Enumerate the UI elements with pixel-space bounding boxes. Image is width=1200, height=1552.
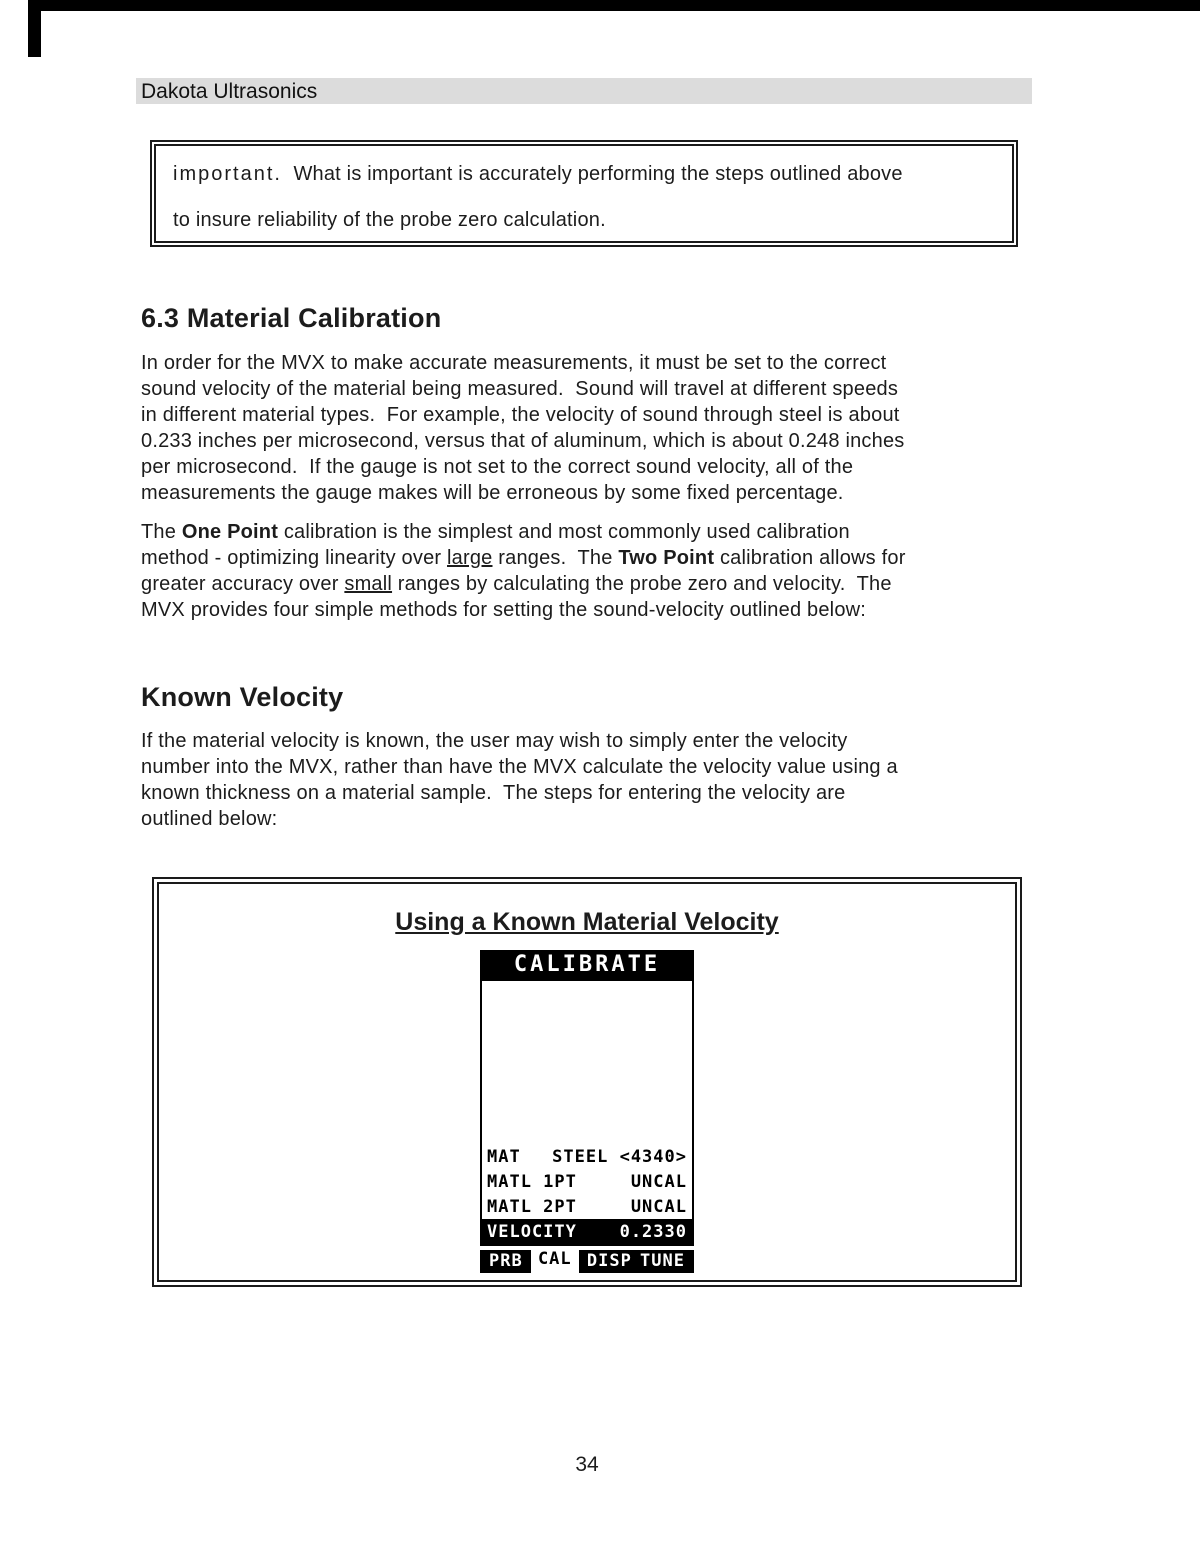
lcd-row-mat (482, 1144, 692, 1169)
lcd-row-label: MAT (487, 1146, 521, 1167)
text-run: calibration allows for (714, 547, 906, 569)
paragraph-material-calibration-2 (141, 519, 906, 623)
text-run: ranges. The (492, 547, 619, 569)
paragraph-known-velocity (141, 728, 898, 832)
section-heading-known-velocity: Known Velocity (141, 682, 344, 712)
underlined-large: large (447, 547, 493, 569)
text-run: method - optimizing linearity over (141, 547, 448, 569)
text-run: calibration is the simplest and most commonly used calibration (278, 521, 850, 543)
body-line: per microsecond. If the gauge is not set to the correct sound velocity, all of the (141, 456, 854, 478)
page-number: 34 (575, 1453, 599, 1476)
text-run: ranges by calculating the probe zero and velocity. The (392, 573, 892, 595)
lcd-tab-prb: PRB (489, 1251, 523, 1271)
note-lead-word: important. (173, 163, 282, 185)
body-line: number into the MVX, rather than have the MVX calculate the velocity value using a (141, 756, 898, 778)
lcd-screen-body (480, 979, 694, 1246)
body-line: known thickness on a material sample. The steps for entering the velocity are (141, 782, 846, 804)
lcd-tab-disp: DISP (586, 1251, 632, 1271)
lcd-row-value: UNCAL (630, 1171, 687, 1192)
paragraph-material-calibration-1 (141, 350, 904, 506)
lcd-row-velocity-selected (482, 1219, 692, 1244)
body-line: MVX provides four simple methods for setting the sound-velocity outlined below: (141, 599, 867, 621)
lcd-row-value: UNCAL (630, 1196, 687, 1217)
body-line (141, 519, 906, 545)
running-header (136, 78, 1032, 104)
scan-artifact-left-mark (28, 11, 41, 57)
bold-one-point: One Point (181, 521, 279, 543)
lcd-softkey-bar (480, 1250, 694, 1273)
scan-artifact-top-bar (28, 0, 1200, 11)
bold-two-point: Two Point (618, 547, 715, 569)
lcd-row-value: 0.2330 (619, 1221, 687, 1242)
underlined-small: small (344, 573, 393, 595)
body-line: If the material velocity is known, the user may wish to simply enter the velocity (141, 730, 848, 752)
body-line (141, 545, 906, 571)
section-heading-material-calibration: 6.3 Material Calibration (141, 303, 442, 333)
lcd-row-label: MATL 1PT (487, 1171, 577, 1192)
note-text: What is important is accurately performing the steps outlined above (281, 163, 903, 185)
note-line (173, 163, 903, 186)
lcd-menu-rows (482, 1144, 692, 1244)
lcd-row-label: MATL 2PT (487, 1196, 577, 1217)
body-line: outlined below: (141, 808, 278, 830)
lcd-tab-tune: TUNE (640, 1251, 685, 1271)
note-box (150, 140, 1018, 247)
text-run: The (141, 521, 182, 543)
body-line: measurements the gauge makes will be erroneous by some fixed percentage. (141, 482, 844, 504)
body-line: sound velocity of the material being measured. Sound will travel at different speeds (141, 378, 899, 400)
lcd-row-matl-1pt (482, 1169, 692, 1194)
brand-name: Dakota Ultrasonics (141, 80, 318, 103)
lcd-screen-title: CALIBRATE (480, 950, 694, 979)
gauge-lcd-screen (480, 950, 694, 1273)
lcd-row-matl-2pt (482, 1194, 692, 1219)
body-line: 0.233 inches per microsecond, versus that of aluminum, which is about 0.248 inches (141, 430, 905, 452)
body-line: In order for the MVX to make accurate measurements, it must be set to the correct (141, 352, 887, 374)
lcd-row-value: STEEL <4340> (552, 1146, 687, 1167)
body-line (141, 571, 906, 597)
figure-title: Using a Known Material Velocity (395, 908, 779, 936)
lcd-row-label: VELOCITY (487, 1221, 577, 1242)
lcd-tab-cal-active: CAL (531, 1246, 579, 1273)
body-line: in different material types. For example, the velocity of sound through steel is about (141, 404, 900, 426)
text-run: greater accuracy over (141, 573, 345, 595)
note-line: to insure reliability of the probe zero calculation. (173, 209, 606, 231)
